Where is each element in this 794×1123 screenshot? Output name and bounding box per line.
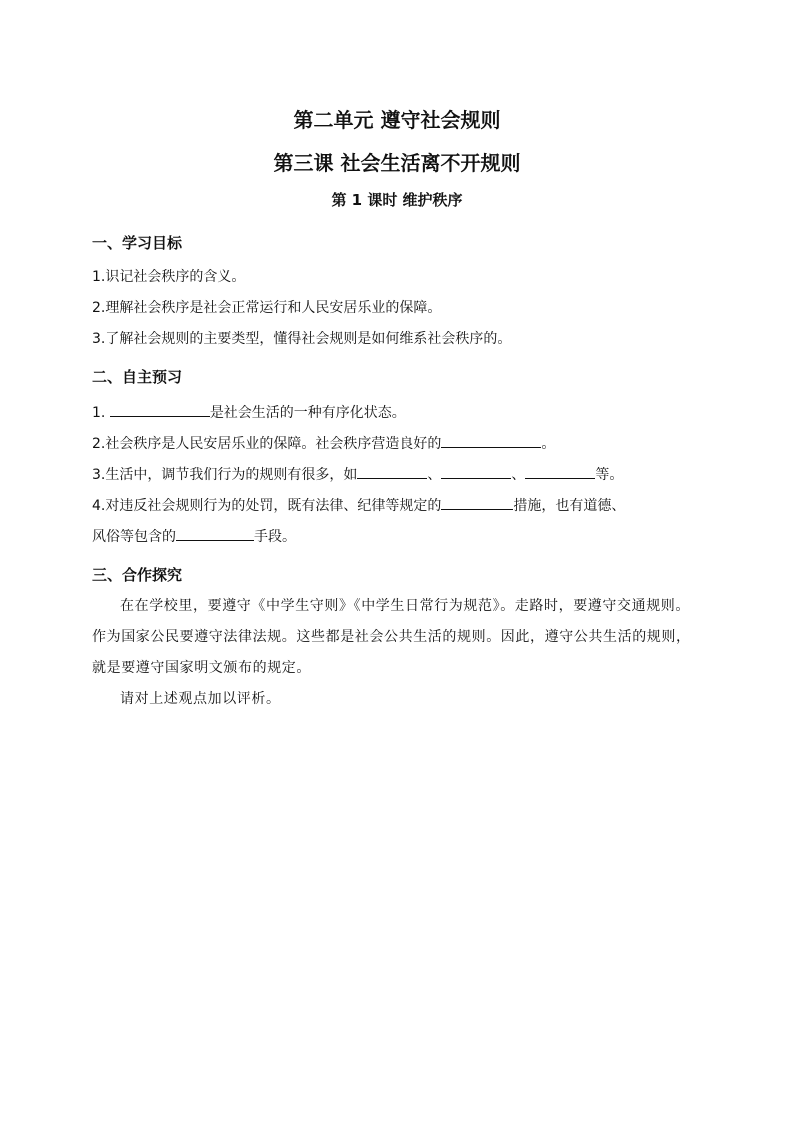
preview-question-4-continued xyxy=(92,526,296,547)
answer-blank[interactable] xyxy=(441,464,511,479)
period-title: 第 1 课时 维护秩序 xyxy=(331,191,463,209)
inquiry-prompt: 请对上述观点加以评析。 xyxy=(120,691,281,707)
question-text: 4.对违反社会规则行为的处罚，既有法律、纪律等规定的 xyxy=(92,498,442,514)
preview-question-4 xyxy=(92,495,625,516)
unit-title: 第二单元 遵守社会规则 xyxy=(293,108,501,132)
objective-item: 2.理解社会秩序是社会正常运行和人民安居乐业的保障。 xyxy=(92,300,442,316)
objective-item: 1.识记社会秩序的含义。 xyxy=(92,269,246,285)
separator: 、 xyxy=(511,467,526,483)
section-heading-inquiry: 三、合作探究 xyxy=(92,566,183,584)
question-text: 3.生活中，调节我们行为的规则有很多，如 xyxy=(92,467,358,483)
lesson-title: 第三课 社会生活离不开规则 xyxy=(273,151,521,175)
answer-blank[interactable] xyxy=(525,464,595,479)
separator: 、 xyxy=(427,467,442,483)
inquiry-paragraph: 在在学校里，要遵守《中学生守则》《中学生日常行为规范》。走路时，要遵守交通规则。作为国家公民要遵守法律法规。这些都是社会公共生活的规则。因此，遵守公共生活的规则，就是要遵守国家明文颁布的规定。 xyxy=(92,598,691,676)
question-text: 是社会生活的一种有序化状态。 xyxy=(209,405,406,421)
question-text: 。 xyxy=(541,436,556,452)
answer-blank[interactable] xyxy=(176,526,254,541)
answer-blank[interactable] xyxy=(357,464,427,479)
question-text: 风俗等包含的 xyxy=(92,529,176,545)
question-text: 2.社会秩序是人民安居乐业的保障。社会秩序营造良好的 xyxy=(92,436,442,452)
objective-item: 3.了解社会规则的主要类型，懂得社会规则是如何维系社会秩序的。 xyxy=(92,331,512,347)
answer-blank[interactable] xyxy=(110,402,210,417)
question-text: 等。 xyxy=(595,467,624,483)
preview-question-2 xyxy=(92,433,555,454)
section-heading-objectives: 一、学习目标 xyxy=(92,234,183,252)
question-text: 措施，也有道德、 xyxy=(513,498,626,514)
section-heading-preview: 二、自主预习 xyxy=(92,368,183,386)
question-text: 手段。 xyxy=(254,529,296,545)
preview-question-1 xyxy=(92,402,406,423)
preview-question-3 xyxy=(92,464,623,485)
question-number: 1. xyxy=(92,405,106,421)
answer-blank[interactable] xyxy=(441,433,541,448)
answer-blank[interactable] xyxy=(441,495,513,510)
